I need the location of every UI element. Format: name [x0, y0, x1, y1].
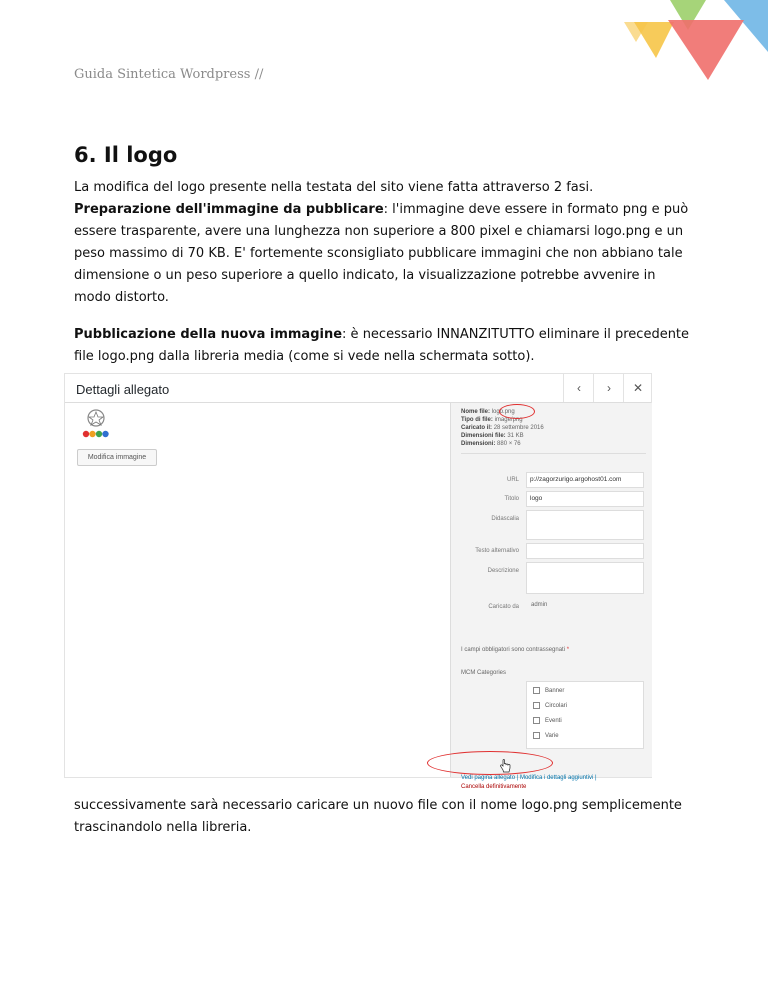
next-arrow-icon[interactable]: › — [593, 374, 624, 402]
categories-box — [526, 681, 644, 749]
view-attachment-link[interactable]: Vedi pagina allegato — [461, 775, 516, 781]
delete-permanently-link[interactable]: Cancella definitivamente — [461, 784, 527, 790]
uploaded-by-value: admin — [531, 602, 548, 608]
intro-paragraph: La modifica del logo presente nella testata del sito viene fatta attraverso 2 fasi. — [74, 180, 594, 195]
decorative-triangles — [624, 0, 768, 100]
section-title: 6. Il logo — [74, 143, 178, 167]
required-note-text: I campi obbligatori sono contrassegnati — [461, 647, 566, 653]
categories-title: MCM Categories — [461, 670, 507, 676]
delete-annotation-circle — [427, 751, 553, 775]
category-varie[interactable]: Varie — [533, 732, 559, 739]
meta-filename: Nome file: logo.png — [461, 409, 515, 415]
category-eventi[interactable]: Eventi — [533, 717, 562, 724]
category-circolari[interactable]: Circolari — [533, 702, 567, 709]
description-label: Descrizione — [487, 568, 519, 574]
hand-cursor-icon — [499, 759, 511, 773]
close-icon[interactable]: ✕ — [623, 374, 652, 402]
preparation-paragraph — [74, 199, 696, 309]
meta-dimensions: Dimensioni: 880 × 76 — [461, 441, 521, 447]
required-fields-note — [461, 647, 569, 653]
filename-annotation-circle — [499, 404, 535, 419]
attachment-details-title: Dettagli allegato — [76, 382, 170, 397]
closing-paragraph: successivamente sarà necessario caricare un nuovo file con il nome logo.png semplicemente trascinandolo nella libreria. — [74, 798, 682, 835]
alt-text-field[interactable] — [526, 543, 644, 559]
category-banner[interactable]: Banner — [533, 687, 564, 694]
title-field[interactable]: logo — [526, 491, 644, 507]
attachment-details-screenshot — [64, 373, 652, 790]
publication-text: : è necessario INNANZITUTTO eliminare il precedente file logo.png dalla libreria media (come si vede nella schermata sotto). — [74, 327, 690, 364]
preparation-heading: Preparazione dell'immagine da pubblicare — [74, 202, 384, 217]
running-header: Guida Sintetica Wordpress // — [74, 67, 264, 82]
modify-image-button[interactable]: Modifica immagine — [77, 449, 157, 466]
caption-textarea[interactable] — [526, 510, 644, 540]
edit-details-link[interactable]: Modifica i dettagli aggiuntivi — [519, 775, 594, 781]
checkbox-icon[interactable] — [533, 732, 540, 739]
alt-text-label: Testo alternativo — [475, 548, 519, 554]
url-field[interactable]: p://zagorzurigo.argohost01.com — [526, 472, 644, 488]
previous-arrow-icon[interactable]: ‹ — [563, 374, 594, 402]
checkbox-icon[interactable] — [533, 702, 540, 709]
description-textarea[interactable] — [526, 562, 644, 594]
attachment-links: Vedi pagina allegato | Modifica i dettagli aggiuntivi | — [461, 775, 597, 781]
logo-thumbnail-icon — [79, 407, 113, 441]
checkbox-icon[interactable] — [533, 717, 540, 724]
publication-paragraph — [74, 324, 696, 368]
meta-divider — [461, 453, 646, 454]
meta-filesize: Dimensioni file: 31 KB — [461, 433, 524, 439]
checkbox-icon[interactable] — [533, 687, 540, 694]
publication-heading: Pubblicazione della nuova immagine — [74, 327, 343, 342]
preparation-text: : l'immagine deve essere in formato png e può essere trasparente, avere una lunghezza non superiore a 800 pixel e chiamarsi logo.png e un peso massimo di 70 KB. E' fortemente sconsigliato pubblicare immagini che non abbiano tale dimensione o un peso superiore a quello indicato, la visualizzazione potrebbe avvenire in modo distorto. — [74, 202, 689, 305]
url-label: URL — [506, 477, 519, 483]
required-star: * — [566, 647, 570, 653]
caption-label: Didascalia — [491, 516, 519, 522]
meta-uploaded: Caricato il: 28 settembre 2016 — [461, 425, 544, 431]
uploaded-by-label: Caricato da — [488, 604, 519, 610]
title-label: Titolo — [504, 496, 519, 502]
meta-type: Tipo di file: image/png — [461, 417, 523, 423]
attachment-sidebar — [450, 403, 652, 790]
